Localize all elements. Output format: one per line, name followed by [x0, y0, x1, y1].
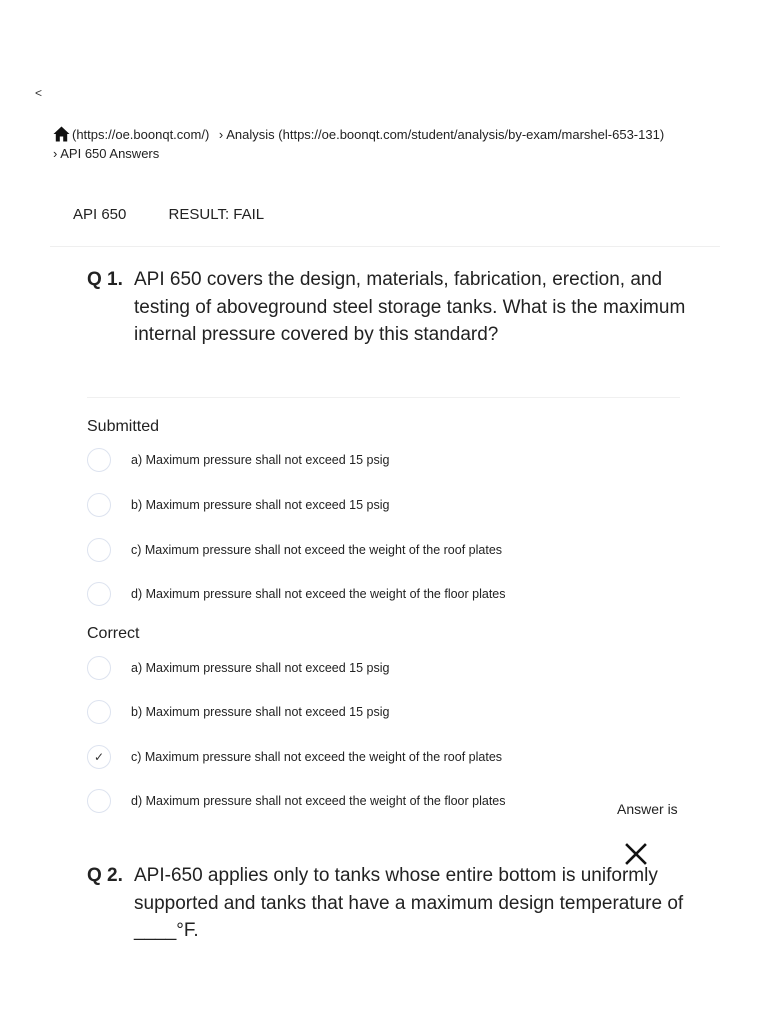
breadcrumb-analysis-link[interactable]: Analysis (https://oe.boonqt.com/student/analysis/by-exam/marshel-653-131) — [226, 127, 665, 142]
question-text: API-650 applies only to tanks whose entire bottom is uniformly supported and tanks that have a maximum design temperature of ____°F. — [134, 865, 684, 941]
option-label: d) Maximum pressure shall not exceed the weight of the floor plates — [131, 794, 506, 808]
option-label: c) Maximum pressure shall not exceed the weight of the roof plates — [131, 750, 503, 764]
question-text: API 650 covers the design, materials, fabrication, erection, and testing of aboveground steel storage tanks. What is the maximum internal pressure covered by this standard? — [134, 269, 686, 345]
correct-option-b[interactable] — [87, 698, 389, 726]
question-1 — [87, 266, 687, 349]
correct-option-c[interactable] — [87, 743, 502, 771]
breadcrumb-home-link[interactable] — [53, 127, 213, 142]
option-label: b) Maximum pressure shall not exceed 15 psig — [131, 705, 390, 719]
option-label: d) Maximum pressure shall not exceed the weight of the floor plates — [131, 587, 506, 601]
radio-button[interactable] — [87, 582, 111, 606]
option-label: a) Maximum pressure shall not exceed 15 psig — [131, 453, 390, 467]
exam-result: RESULT: FAIL — [168, 206, 265, 223]
radio-button[interactable] — [87, 700, 111, 724]
home-icon — [53, 126, 70, 142]
breadcrumb-separator: › — [53, 146, 58, 161]
option-label: b) Maximum pressure shall not exceed 15 psig — [131, 498, 390, 512]
submitted-section-title: Submitted — [87, 418, 160, 435]
radio-button[interactable] — [87, 789, 111, 813]
radio-button[interactable] — [87, 538, 111, 562]
question-number: Q 2. — [87, 865, 123, 886]
question-number: Q 1. — [87, 269, 123, 290]
correct-option-d[interactable] — [87, 787, 506, 815]
option-label: c) Maximum pressure shall not exceed the weight of the roof plates — [131, 543, 503, 557]
breadcrumb-separator: › — [218, 127, 224, 142]
exam-name: API 650 — [73, 206, 127, 223]
submitted-option-c[interactable] — [87, 536, 502, 564]
radio-button[interactable] — [87, 448, 111, 472]
check-icon: ✓ — [93, 750, 105, 764]
submitted-option-d[interactable] — [87, 580, 506, 608]
radio-button[interactable] — [87, 493, 111, 517]
header-divider — [50, 246, 720, 247]
answer-status-label: Answer is — [617, 801, 678, 817]
question-divider — [87, 397, 680, 398]
correct-section-title: Correct — [87, 625, 140, 642]
back-button[interactable]: < — [35, 86, 43, 100]
exam-header — [73, 206, 264, 223]
option-label: a) Maximum pressure shall not exceed 15 psig — [131, 661, 390, 675]
question-2 — [87, 862, 687, 945]
breadcrumb-home-label: (https://oe.boonqt.com/) — [72, 127, 210, 142]
submitted-option-b[interactable] — [87, 491, 389, 519]
radio-button[interactable] — [87, 656, 111, 680]
breadcrumb-current: API 650 Answers — [60, 146, 160, 161]
correct-option-a[interactable] — [87, 654, 389, 682]
radio-button-checked[interactable] — [87, 745, 111, 769]
breadcrumb — [53, 125, 733, 163]
submitted-option-a[interactable] — [87, 446, 389, 474]
